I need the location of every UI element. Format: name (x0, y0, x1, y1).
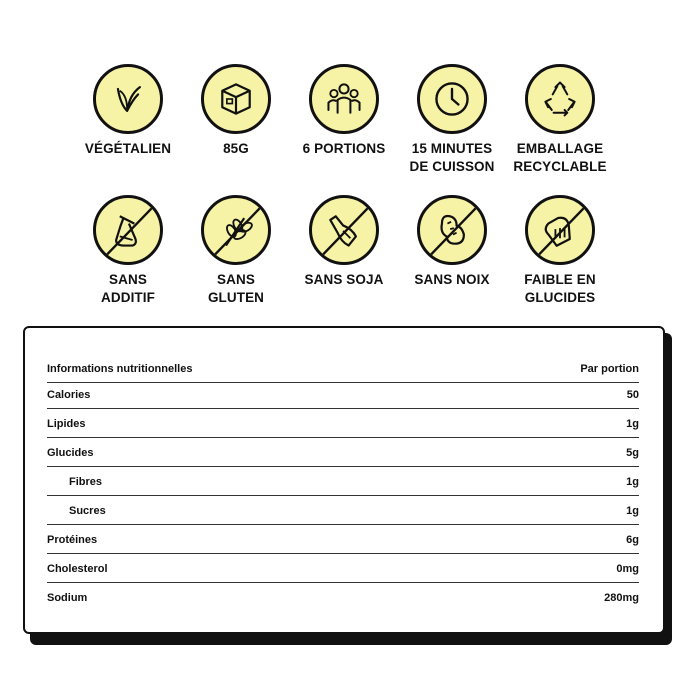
row-label: Fibres (69, 475, 103, 488)
badge-label: GLUTEN (207, 290, 265, 305)
table-row (47, 497, 639, 525)
row-label: Sucres (69, 504, 106, 517)
table-row (47, 584, 639, 612)
row-label: Glucides (47, 446, 94, 459)
nutrition-card (23, 326, 665, 634)
leaf-icon (93, 64, 163, 134)
header-value: Par portion (580, 362, 639, 375)
row-label: Sodium (47, 592, 88, 604)
wheat-crossed-icon (201, 195, 271, 265)
badge-soy-free (284, 195, 404, 289)
bottle-crossed-icon (309, 195, 379, 265)
row-value: 280mg (604, 592, 639, 604)
row-value: 1g (626, 475, 639, 488)
badge-label: RECYCLABLE (513, 159, 607, 174)
badge-label: SANS SOJA (304, 272, 384, 287)
badge-label: SANS NOIX (414, 272, 490, 287)
row-value: 50 (626, 388, 639, 401)
box-icon (201, 64, 271, 134)
badge-label: 6 PORTIONS (302, 141, 386, 156)
clock-icon (417, 64, 487, 134)
people-icon (309, 64, 379, 134)
badge-portions (284, 64, 404, 158)
bread-crossed-icon (525, 195, 595, 265)
badge-weight (176, 64, 296, 158)
table-row (47, 555, 639, 583)
badge-no-additive (68, 195, 188, 307)
row-value: 5g (626, 446, 639, 459)
table-row (47, 468, 639, 496)
badge-vegan (68, 64, 188, 158)
badge-label: GLUCIDES (524, 290, 596, 305)
table-row (47, 381, 639, 409)
row-value: 1g (626, 504, 639, 517)
badge-recyclable (500, 64, 620, 176)
badge-nut-free (392, 195, 512, 289)
row-label: Lipides (47, 417, 86, 430)
table-row (47, 410, 639, 438)
row-value: 0mg (616, 562, 639, 575)
row-label: Cholesterol (47, 562, 108, 575)
badge-low-carb (500, 195, 620, 307)
header-label: Informations nutritionnelles (47, 362, 193, 375)
badge-label: EMBALLAGE (516, 141, 604, 156)
badge-label: SANS (217, 272, 255, 287)
table-row (47, 439, 639, 467)
row-value: 6g (626, 533, 639, 546)
nutrition-header (47, 355, 639, 383)
badge-label: FAIBLE EN (524, 272, 596, 287)
badge-label: ADDITIF (101, 290, 155, 305)
flask-crossed-icon (93, 195, 163, 265)
badge-label: DE CUISSON (409, 159, 495, 174)
table-row (47, 526, 639, 554)
recycle-icon (525, 64, 595, 134)
badge-label: 15 MINUTES (411, 141, 493, 156)
badge-label: SANS (109, 272, 147, 287)
row-value: 1g (626, 417, 639, 430)
badge-cooking-time (392, 64, 512, 176)
badge-label: 85G (223, 141, 249, 156)
badge-gluten-free (176, 195, 296, 307)
row-label: Protéines (47, 533, 98, 546)
peanut-crossed-icon (417, 195, 487, 265)
row-label: Calories (47, 388, 91, 401)
badge-label: VÉGÉTALIEN (84, 141, 172, 156)
